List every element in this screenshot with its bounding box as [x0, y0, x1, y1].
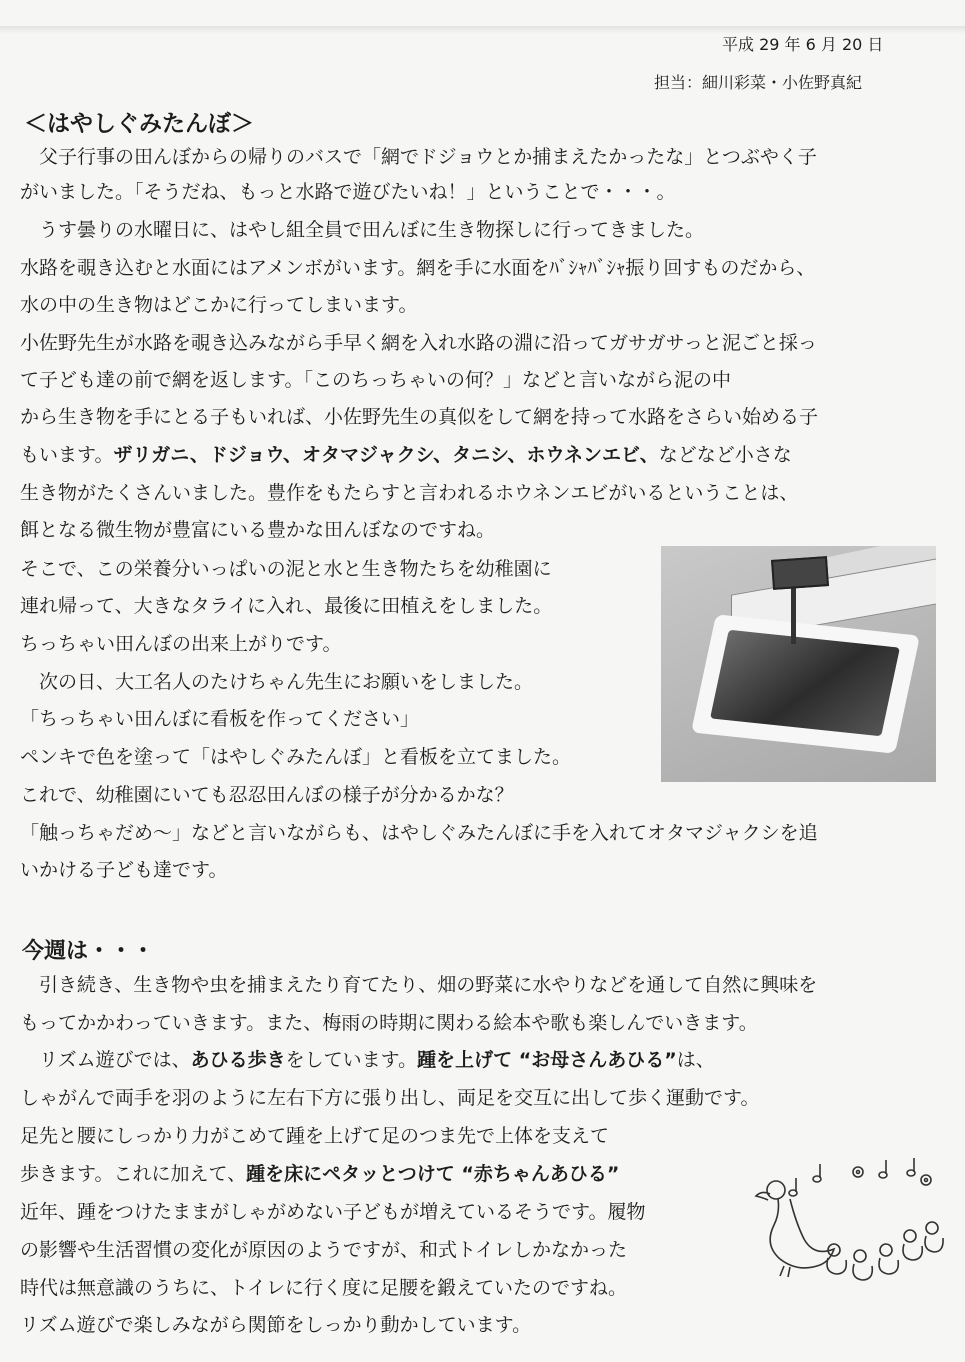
body-line: 次の日、大工名人のたけちゃん先生にお願いをしました。 — [20, 671, 534, 693]
body-line: の影響や生活習慣の変化が原因のようですが、和式トイレしかなかった — [20, 1239, 628, 1261]
body-line: もってかかわっていきます。また、梅雨の時期に関わる絵本や歌も楽しんでいきます。 — [20, 1012, 758, 1034]
body-line: 近年、踵をつけたままがしゃがめない子どもが増えているそうです。履物 — [20, 1201, 646, 1223]
duck-body-icon — [770, 1199, 834, 1268]
baby-duck: 踵を床にペタッとつけて “赤ちゃんあひる” — [246, 1163, 620, 1185]
body-line: 父子行事の田んぼからの帰りのバスで「網でドジョウとか捕まえたかったな」とつぶやく子 — [20, 146, 817, 168]
duck-head-icon — [767, 1181, 785, 1199]
body-line: 餌となる微生物が豊富にいる豊かな田んぼなのですね。 — [20, 519, 496, 541]
issue-date: 平成 29 年 6 月 20 日 — [722, 35, 884, 54]
body-line: 水路を覗き込むと水面にはアメンボがいます。網を手に水面をﾊﾞｼｬﾊﾞｼｬ振り回すものだから、 — [20, 257, 816, 279]
body-line: しゃがんで両手を羽のように左右下方に張り出し、両足を交互に出して歩く運動です。 — [20, 1087, 760, 1109]
body-line: 「ちっちゃい田んぼに看板を作ってください」 — [20, 708, 420, 730]
creatures-tail: などなど小さな — [658, 444, 792, 466]
body-line: 足先と腰にしっかり力がこめて踵を上げて足のつま先で上体を支えて — [20, 1125, 610, 1147]
rhythm-tail: は、 — [676, 1049, 715, 1071]
duck-walk: あひる歩き — [190, 1049, 286, 1071]
body-line: うす曇りの水曜日に、はやし組全員で田んぼに生き物探しに行ってきました。 — [20, 219, 705, 241]
body-line: 小佐野先生が水路を覗き込みながら手早く網を入れ水路の淵に沿ってガサガサっと泥ごと採っ — [20, 332, 817, 354]
body-line: これで、幼稚園にいても忍忍田んぼの様子が分かるかな？ — [20, 784, 514, 806]
staff-credit: 担当：細川彩菜・小佐野真紀 — [654, 73, 863, 92]
mother-duck: 踵を上げて “お母さんあひる” — [417, 1049, 677, 1071]
ducks-illustration — [748, 1150, 948, 1290]
body-line: がいました。「そうだね、もっと水路で遊びたいね！」ということで・・・。 — [20, 181, 676, 203]
body-line: リズム遊びで楽しみながら関節をしっかり動かしています。 — [20, 1314, 532, 1336]
section-title-this-week: 今週は・・・ — [22, 939, 155, 964]
body-line: ペンキで色を塗って「はやしぐみたんぼ」と看板を立てました。 — [20, 746, 572, 768]
pond-tub-photo — [661, 546, 936, 782]
body-line: ちっちゃい田んぼの出来上がりです。 — [20, 633, 342, 655]
body-line: 生き物がたくさんいました。豊作をもたらすと言われるホウネンエビがいるということは、 — [20, 482, 799, 504]
section-title-hayashigumi-tanbo: ＜はやしぐみたんぼ＞ — [24, 111, 254, 137]
creatures-lead: もいます。 — [20, 444, 114, 466]
rhythm-line — [20, 1048, 715, 1072]
rhythm-mid: をしています。 — [285, 1049, 418, 1071]
baby-lead: 歩きます。これに加えて、 — [20, 1163, 247, 1185]
body-line: 連れ帰って、大きなタライに入れ、最後に田植えをしました。 — [20, 595, 553, 617]
baby-duck-line — [20, 1162, 619, 1186]
creatures-list: ザリガニ、ドジョウ、オタマジャクシ、タニシ、ホウネンエビ、 — [113, 444, 659, 466]
body-line: 時代は無意識のうちに、トイレに行く度に足腰を鍛えていたのですね。 — [20, 1277, 628, 1299]
body-line: 「触っちゃだめ～」などと言いながらも、はやしぐみたんぼに手を入れてオタマジャクシを追 — [20, 822, 818, 844]
body-line: 水の中の生き物はどこかに行ってしまいます。 — [20, 294, 418, 316]
body-line: 引き続き、生き物や虫を捕まえたり育てたり、畑の野菜に水やりなどを通して自然に興味を — [20, 974, 818, 996]
body-line: いかける子ども達です。 — [20, 859, 228, 881]
body-line: て子ども達の前で網を返します。「このちっちゃいの何？」などと言いながら泥の中 — [20, 369, 731, 391]
rhythm-lead: リズム遊びでは、 — [20, 1049, 191, 1071]
signboard — [771, 556, 829, 590]
body-line: から生き物を手にとる子もいれば、小佐野先生の真似をして網を持って水路をさらい始める子 — [20, 406, 819, 428]
creatures-line — [20, 443, 792, 467]
body-line: そこで、この栄養分いっぱいの泥と水と生き物たちを幼稚園に — [20, 558, 552, 580]
